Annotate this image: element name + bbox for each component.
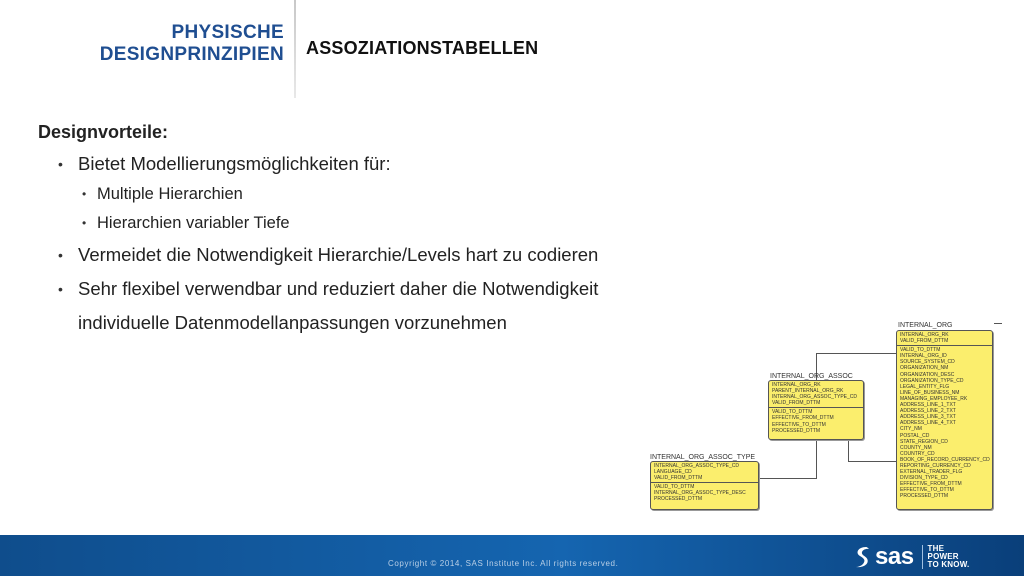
section-title-line-1: PHYSISCHE [171,22,284,43]
table-keys [651,462,758,482]
table-columns [897,345,992,500]
sub-bullet-text: Hierarchien variabler Tiefe [97,214,290,232]
sub-bullet-text: Multiple Hierarchien [97,185,243,203]
table-column: ADDRESS_LINE_2_TXT [900,408,956,415]
table-column: VALID_FROM_DTTM [772,400,821,407]
table-column: EFFECTIVE_FROM_DTTM [772,415,834,422]
table-column: ADDRESS_LINE_1_TXT [900,402,956,409]
table-column: COUNTRY_CD [900,450,935,457]
er-diagram [636,314,1024,524]
table-column: VALID_FROM_DTTM [654,475,703,482]
relationship-line [848,461,896,462]
table-columns [651,482,758,503]
table-column: SOURCE_SYSTEM_CD [900,359,955,366]
relationship-line [816,353,896,354]
table-column: LEGAL_ENTITY_FLG [900,383,950,390]
table-column: PARENT_INTERNAL_ORG_RK [772,388,844,395]
bullet-text: Sehr flexibel verwendbar und reduziert daher die Notwendigkeit [78,278,599,299]
sub-bullet-item [38,209,738,238]
bullet-dot-icon: • [82,187,87,201]
bullet-continuation [38,306,738,340]
tagline-line: THE [927,543,945,553]
bullet-text: Vermeidet die Notwendigkeit Hierarchie/Levels hart zu codieren [78,244,599,265]
table-keys [769,381,863,407]
logo-tagline [928,545,970,570]
table-column: EFFECTIVE_FROM_DTTM [900,481,962,488]
bullet-continuation-text: individuelle Datenmodellanpassungen vorzunehmen [78,312,507,333]
table-column: LANGUAGE_CD [654,469,692,476]
content-body [38,122,738,340]
table-internal-org [896,330,993,510]
sas-logo-text: sas [875,543,914,570]
table-column: STATE_REGION_CD [900,438,948,445]
table-column: INTERNAL_ORG_RK [900,332,949,338]
table-column: VALID_TO_DTTM [900,347,941,354]
relationship-line [848,439,849,462]
sas-swirl-icon [852,545,874,569]
table-column: DIVISION_TYPE_CD [900,475,948,482]
table-name-internal-org-assoc-type: INTERNAL_ORG_ASSOC_TYPE [650,454,756,461]
relationship-line [759,478,817,479]
content-heading: Designvorteile: [38,122,169,142]
logo-separator [922,545,923,569]
bullet-dot-icon: • [58,156,63,172]
bullet-dot-icon: • [58,247,63,263]
slide-title: ASSOZIATIONSTABELLEN [306,38,539,58]
table-column: BOOK_OF_RECORD_CURRENCY_CD [900,456,990,463]
bullet-item [38,272,738,306]
section-title-line-2: DESIGNPRINZIPIEN [99,44,284,65]
table-column: ORGANIZATION_DESC [900,371,955,378]
table-name-internal-org: INTERNAL_ORG [898,322,953,329]
bullet-item [38,148,738,180]
table-keys [897,331,992,345]
table-column: EFFECTIVE_TO_DTTM [772,421,826,428]
table-column: INTERNAL_ORG_ID [900,353,947,360]
table-column: MANAGING_EMPLOYEE_RK [900,395,968,402]
table-column: PROCESSED_DTTM [654,496,703,503]
table-column: INTERNAL_ORG_ASSOC_TYPE_DESC [654,490,746,497]
table-columns [769,407,863,434]
table-column: VALID_TO_DTTM [772,409,813,416]
relationship-line [816,440,817,478]
table-column: PROCESSED_DTTM [772,427,821,434]
tagline-line: POWER [927,551,959,561]
table-column: VALID_TO_DTTM [654,484,695,491]
table-column: INTERNAL_ORG_RK [772,382,821,388]
table-column: VALID_FROM_DTTM [900,338,949,345]
bullet-dot-icon: • [58,281,63,297]
tagline-line: TO KNOW. [927,560,970,570]
table-column: ADDRESS_LINE_3_TXT [900,414,956,421]
table-column: ORGANIZATION_TYPE_CD [900,377,964,384]
table-column: CITY_NM [900,426,922,433]
table-column: EFFECTIVE_TO_DTTM [900,487,954,494]
bullet-dot-icon: • [82,216,87,230]
footer-bar [0,535,1024,576]
table-column: REPORTING_CURRENCY_CD [900,462,971,469]
bullet-item [38,238,738,272]
table-column: INTERNAL_ORG_ASSOC_TYPE_CD [772,394,858,401]
table-column: POSTAL_CD [900,432,930,439]
table-column: INTERNAL_ORG_ASSOC_TYPE_CD [654,463,740,469]
table-column: ADDRESS_LINE_4_TXT [900,420,956,427]
bullet-text: Bietet Modellierungsmöglichkeiten für: [78,153,391,174]
relationship-line [994,323,1002,324]
table-name-internal-org-assoc: INTERNAL_ORG_ASSOC [770,373,853,380]
table-internal-org-assoc-type [650,461,759,510]
table-column: EXTERNAL_TRADER_FLG [900,469,963,476]
table-column: ORGANIZATION_NM [900,365,949,372]
table-column: LINE_OF_BUSINESS_NM [900,389,960,396]
section-title [4,22,284,66]
table-internal-org-assoc [768,380,864,440]
copyright-text: Copyright © 2014, SAS Institute Inc. All rights reserved. [388,559,619,568]
header-divider [294,0,296,98]
table-column: COUNTY_NM [900,444,932,451]
table-column: PROCESSED_DTTM [900,493,949,500]
sub-bullet-item [38,180,738,209]
sas-logo [852,544,969,570]
